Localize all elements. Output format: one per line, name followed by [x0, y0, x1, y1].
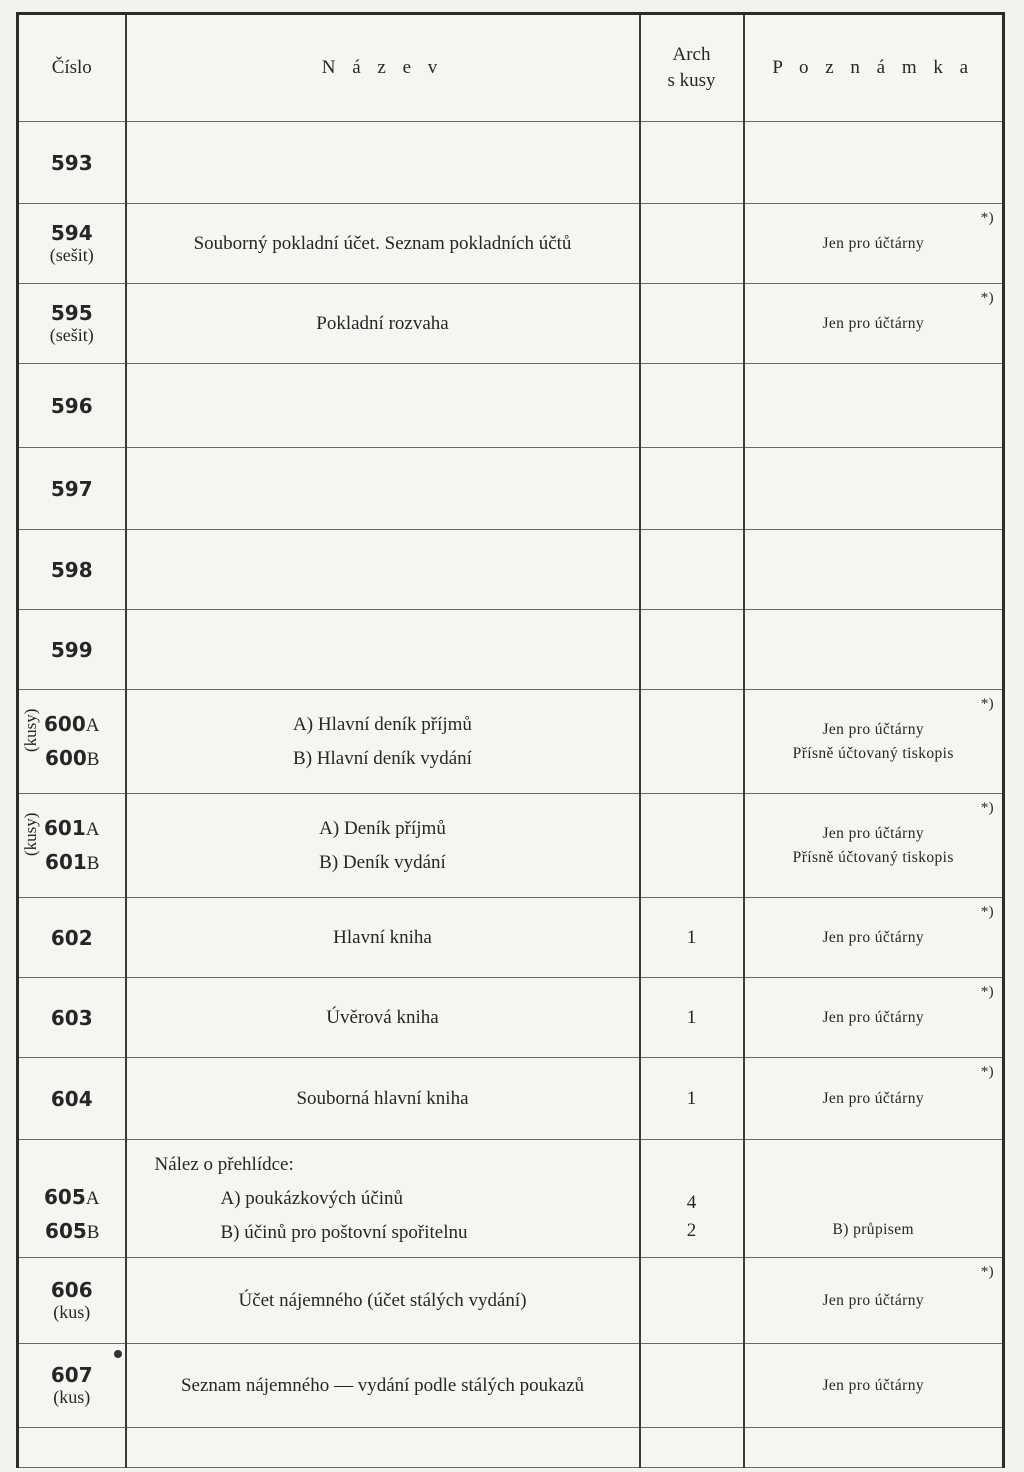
row-arch: [640, 122, 744, 204]
table-row: [18, 1258, 1004, 1344]
row-name-head: Nález o přehlídce:: [154, 1153, 294, 1175]
row-number: 596: [18, 364, 126, 448]
row-number: 594: [50, 220, 93, 245]
row-number-sub: (sešit): [49, 324, 94, 345]
row-number-cell: [18, 1344, 126, 1428]
row-number-b: 605B: [45, 1219, 100, 1243]
row-number-b: 601B: [45, 849, 100, 874]
table-row: [18, 898, 1004, 978]
row-arch: [640, 794, 744, 898]
row-number-cell: [18, 1140, 126, 1258]
row-number: 597: [18, 448, 126, 530]
footnote-mark: *): [980, 1064, 994, 1080]
table-row: [18, 794, 1004, 898]
row-name-b: B) Hlavní deník vydání: [293, 747, 472, 769]
ink-dot-icon: [114, 1350, 122, 1358]
row-name-b: B) účinů pro poštovní spořitelnu: [220, 1221, 468, 1243]
row-note-cell: [744, 690, 1004, 794]
row-name: Souborný pokladní účet. Seznam pokladních účtů: [126, 204, 640, 284]
row-note: Jen pro účtárny: [822, 824, 925, 842]
table-row: [18, 610, 1004, 690]
row-number: 595: [50, 300, 93, 325]
row-arch-cell: [640, 1140, 744, 1258]
table-row: [18, 284, 1004, 364]
row-arch: [640, 448, 744, 530]
row-name-a: A) Deník příjmů: [319, 817, 446, 839]
table-row: [18, 1140, 1004, 1258]
footnote-mark: *): [980, 290, 994, 306]
row-name-a: A) poukázkových účinů: [220, 1187, 404, 1209]
row-number: 599: [18, 610, 126, 690]
footnote-mark: *): [980, 800, 994, 816]
row-number-cell: [18, 794, 126, 898]
row-number-cell: [18, 204, 126, 284]
row-note: Jen pro účtárny: [822, 1008, 925, 1026]
row-arch: 1: [640, 1058, 744, 1140]
row-side-label: (kusy): [21, 812, 40, 856]
forms-table: [16, 12, 1005, 1468]
row-note: Jen pro účtárny: [822, 314, 925, 332]
row-number-a: 600A: [44, 711, 100, 736]
row-name: Úvěrová kniha: [126, 978, 640, 1058]
row-note-cell: [744, 794, 1004, 898]
row-number: 603: [18, 978, 126, 1058]
header-number: Číslo: [18, 14, 126, 122]
header-arch-line2: s kusy: [667, 70, 716, 91]
row-name-cell: [126, 794, 640, 898]
row-note-cell: [744, 978, 1004, 1058]
row-note-cell: [744, 898, 1004, 978]
row-name-cell: [126, 690, 640, 794]
row-name-a: A) Hlavní deník příjmů: [293, 713, 472, 735]
row-name: [126, 448, 640, 530]
row-note: Jen pro účtárny: [822, 1291, 925, 1309]
row-note: [744, 122, 1004, 204]
row-number-sub: (sešit): [49, 244, 94, 265]
row-name: Seznam nájemného — vydání podle stálých poukazů: [126, 1344, 640, 1428]
footnote-mark: *): [980, 904, 994, 920]
row-arch: 1: [640, 898, 744, 978]
table-row: [18, 364, 1004, 448]
row-note: [744, 530, 1004, 610]
footnote-mark: *): [980, 984, 994, 1000]
row-note-2: Přísně účtovaný tiskopis: [792, 744, 954, 762]
table-row: [18, 978, 1004, 1058]
row-number-cell: [18, 690, 126, 794]
row-arch-a: 4: [686, 1192, 697, 1213]
row-arch: [640, 204, 744, 284]
row-name: [126, 530, 640, 610]
row-note: B) průpisem: [832, 1221, 914, 1238]
header-arch: [640, 14, 744, 122]
row-number-cell: [18, 1258, 126, 1344]
footnote-mark: *): [980, 210, 994, 226]
row-number: 606: [50, 1277, 93, 1302]
row-name: [126, 610, 640, 690]
row-name: [126, 364, 640, 448]
row-note-cell: [744, 284, 1004, 364]
row-note-2: Přísně účtovaný tiskopis: [792, 848, 954, 866]
row-number-pair: [44, 708, 99, 776]
row-note: [744, 448, 1004, 530]
table-row: [18, 204, 1004, 284]
row-number-cell: [18, 284, 126, 364]
row-note-cell: [744, 1344, 1004, 1428]
row-number: 602: [18, 898, 126, 978]
row-arch: [640, 610, 744, 690]
row-arch: [640, 690, 744, 794]
row-number-pair: [44, 1181, 99, 1249]
header-arch-line1: Arch: [672, 44, 711, 65]
row-note-cell: [744, 204, 1004, 284]
table-row: [18, 530, 1004, 610]
row-number-sub: (kus): [53, 1386, 91, 1407]
row-note-cell: [744, 1258, 1004, 1344]
row-arch: [640, 284, 744, 364]
row-arch: 1: [640, 978, 744, 1058]
table-header-row: [18, 14, 1004, 122]
footnote-mark: *): [980, 696, 994, 712]
row-number: 607: [50, 1362, 93, 1387]
row-name: Účet nájemného (účet stálých vydání): [126, 1258, 640, 1344]
row-note: Jen pro účtárny: [822, 928, 925, 946]
row-number: 593: [18, 122, 126, 204]
row-arch: [640, 1344, 744, 1428]
row-number-b: 600B: [45, 745, 100, 770]
row-number: 598: [18, 530, 126, 610]
table-row: [18, 1344, 1004, 1428]
table-row-empty: [18, 1428, 1004, 1468]
row-number-a: 605A: [44, 1185, 100, 1209]
table-row: [18, 1058, 1004, 1140]
header-name: N á z e v: [126, 14, 640, 122]
row-number-sub: (kus): [53, 1301, 91, 1322]
row-number-a: 601A: [44, 815, 100, 840]
row-note: [744, 364, 1004, 448]
row-arch: [640, 530, 744, 610]
row-arch-b: 2: [686, 1220, 697, 1241]
row-name: Pokladní rozvaha: [126, 284, 640, 364]
row-note-cell: [744, 1140, 1004, 1258]
row-number: 604: [18, 1058, 126, 1140]
row-name: Souborná hlavní kniha: [126, 1058, 640, 1140]
row-number-pair: [44, 812, 99, 880]
row-arch: [640, 1258, 744, 1344]
row-name: [126, 122, 640, 204]
row-note: Jen pro účtárny: [822, 720, 925, 738]
row-note: Jen pro účtárny: [822, 1376, 925, 1394]
row-note-cell: [744, 1058, 1004, 1140]
header-note: P o z n á m k a: [744, 14, 1004, 122]
row-name: Hlavní kniha: [126, 898, 640, 978]
table-row: [18, 122, 1004, 204]
row-name-cell: [126, 1140, 640, 1258]
row-note: Jen pro účtárny: [822, 1089, 925, 1107]
table-row: [18, 690, 1004, 794]
footnote-mark: *): [980, 1264, 994, 1280]
row-arch: [640, 364, 744, 448]
row-side-label: (kusy): [21, 708, 40, 752]
row-note: Jen pro účtárny: [822, 234, 925, 252]
row-name-b: B) Deník vydání: [319, 851, 446, 873]
row-note: [744, 610, 1004, 690]
table-row: [18, 448, 1004, 530]
